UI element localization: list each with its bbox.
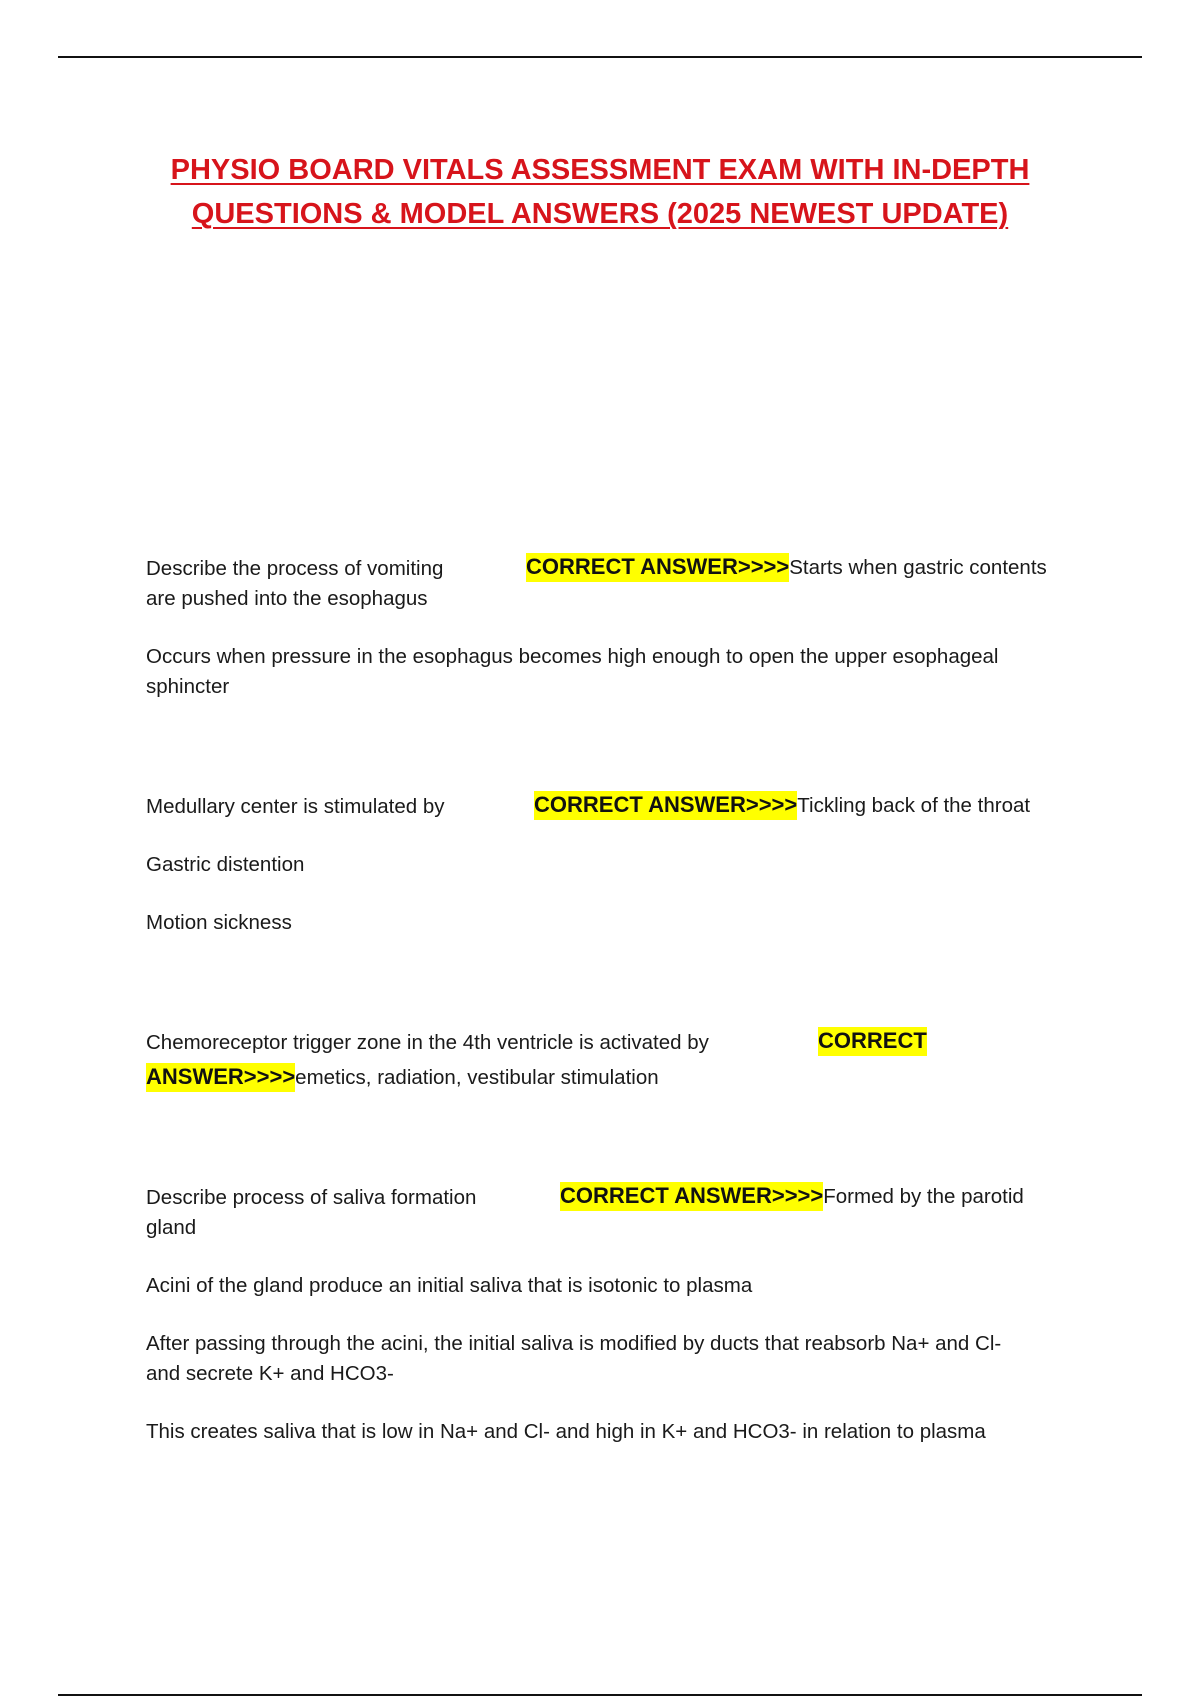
- document-title: [100, 148, 1100, 236]
- qa-item-3-answer: [146, 1062, 659, 1093]
- answer-text: Formed by the parotid: [823, 1185, 1024, 1208]
- answer-detail-line: This creates saliva that is low in Na+ and Cl- and high in K+ and HCO3- in relation to plasma: [146, 1420, 986, 1443]
- qa-item-3-row: [146, 1028, 709, 1058]
- correct-answer-tag: CORRECT ANSWER>>>>: [534, 791, 797, 820]
- answer-detail-line: Occurs when pressure in the esophagus becomes high enough to open the upper esophageal: [146, 645, 999, 668]
- answer-continuation: are pushed into the esophagus: [146, 587, 428, 610]
- answer-text: emetics, radiation, vestibular stimulation: [295, 1066, 659, 1089]
- answer-text: Tickling back of the throat: [797, 794, 1031, 817]
- qa-item-1-row: [146, 554, 443, 584]
- qa-item-2-answer: [534, 790, 1030, 821]
- qa-item-3-answer-tag: [818, 1026, 927, 1057]
- question-text: Chemoreceptor trigger zone in the 4th ventricle is activated by: [146, 1031, 709, 1054]
- answer-detail-line: sphincter: [146, 675, 230, 698]
- question-text: Medullary center is stimulated by: [146, 795, 445, 818]
- qa-item-1-answer: [526, 552, 1047, 583]
- answer-continuation: gland: [146, 1216, 197, 1239]
- answer-detail-line: Acini of the gland produce an initial saliva that is isotonic to plasma: [146, 1274, 753, 1297]
- title-line-1: PHYSIO BOARD VITALS ASSESSMENT EXAM WITH IN-DEPTH: [170, 154, 1030, 186]
- answer-detail-line: After passing through the acini, the initial saliva is modified by ducts that reabsorb Na+ and Cl-: [146, 1332, 1002, 1355]
- correct-answer-tag: CORRECT ANSWER>>>>: [560, 1182, 823, 1211]
- title-line-2: QUESTIONS & MODEL ANSWERS (2025 NEWEST UPDATE): [191, 198, 1009, 230]
- qa-item-2-row: [146, 792, 445, 822]
- question-text: Describe process of saliva formation: [146, 1186, 477, 1209]
- answer-text: Starts when gastric contents: [789, 556, 1047, 579]
- qa-item-4-answer: [560, 1181, 1024, 1212]
- correct-answer-tag-part2: ANSWER>>>>: [146, 1063, 295, 1092]
- answer-detail-line: Motion sickness: [146, 911, 292, 934]
- qa-item-4-row: [146, 1183, 476, 1213]
- correct-answer-tag-part1: CORRECT: [818, 1027, 927, 1056]
- answer-detail-line: and secrete K+ and HCO3-: [146, 1362, 394, 1385]
- answer-detail-line: Gastric distention: [146, 853, 305, 876]
- top-rule: [58, 56, 1142, 58]
- correct-answer-tag: CORRECT ANSWER>>>>: [526, 553, 789, 582]
- bottom-rule: [58, 1694, 1142, 1696]
- question-text: Describe the process of vomiting: [146, 557, 444, 580]
